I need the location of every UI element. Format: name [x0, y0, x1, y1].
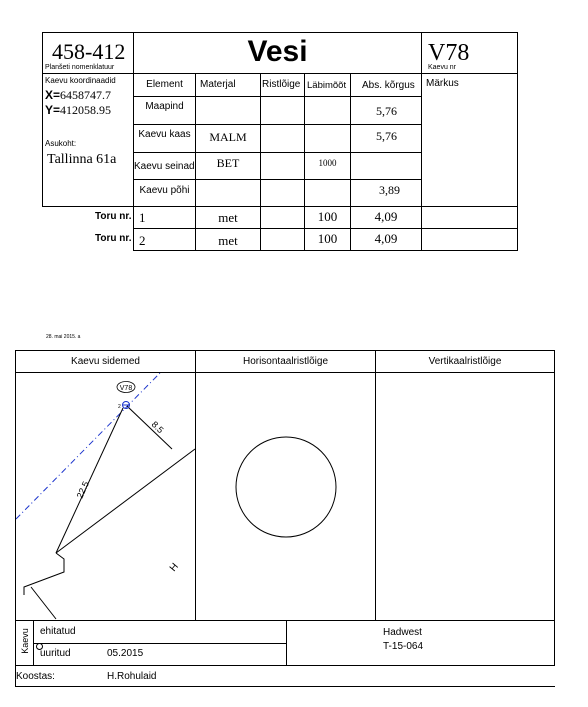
coord-x-value: 6458747.7	[60, 88, 112, 102]
coords-label: Kaevu koordinaadid	[45, 76, 116, 85]
pipe-height: 4,09	[374, 209, 398, 224]
remarks-label: Märkus	[426, 78, 459, 89]
row-element: Maapind	[145, 101, 184, 112]
col-height: Abs. kõrgus	[362, 80, 415, 91]
author-name: H.Rohulaid	[107, 671, 157, 682]
row-height: 5,76	[376, 104, 397, 118]
water-main-line	[16, 373, 160, 519]
card-title: Vesi	[247, 35, 308, 68]
row-element: Kaevu kaas	[138, 129, 191, 140]
coord-y	[45, 104, 111, 117]
row-height: 3,89	[379, 183, 400, 197]
row-element: Kaevu seinad	[134, 161, 195, 172]
pipe-no: 2	[139, 233, 146, 248]
row-height: 5,76	[376, 129, 397, 143]
nomenclature-code: 458-412	[52, 39, 126, 64]
col-element: Element	[146, 79, 183, 90]
sketch-header-vertical: Vertikaalristlõige	[428, 356, 502, 367]
pipe-material: met	[218, 210, 238, 225]
footer-side-label: Kaevu	[20, 628, 30, 654]
coord-y-label: Y=	[45, 103, 61, 117]
col-material: Materjal	[200, 79, 236, 90]
nomenclature-label: Planšeti nomenklatuur	[45, 64, 115, 71]
tie-long	[56, 408, 123, 553]
well-section-circle	[236, 437, 336, 537]
well-id-small: 2	[118, 404, 121, 410]
col-diameter: Läbimõõt	[307, 80, 347, 91]
pipe-label: Toru nr.	[95, 211, 132, 222]
row-material: BET	[216, 156, 240, 170]
horizontal-section-drawing	[196, 373, 375, 620]
coord-y-value: 412058.95	[60, 103, 112, 117]
coord-x	[45, 89, 111, 102]
sketch-header-links: Kaevu sidemed	[71, 356, 140, 367]
pipe-material: met	[218, 233, 238, 248]
location-label: Asukoht:	[45, 139, 77, 148]
row-material: MALM	[209, 130, 247, 144]
well-label: V78	[119, 385, 133, 392]
building-letter: H	[167, 561, 181, 574]
building-wall	[56, 449, 195, 553]
pipe-diameter: 100	[317, 209, 338, 224]
built-label: ehitatud	[40, 626, 76, 637]
dim-short: 8.5	[149, 419, 166, 436]
row-element: Kaevu põhi	[139, 185, 190, 196]
pipe-diameter: 100	[317, 231, 338, 246]
well-number: V78	[428, 40, 470, 66]
col-section: Ristlõige	[262, 79, 301, 90]
surveyed-date: 05.2015	[107, 648, 144, 659]
links-drawing	[16, 373, 195, 620]
row-diameter: 1000	[318, 158, 337, 168]
job-number: T-15-064	[383, 641, 424, 652]
author-label: Koostas:	[16, 671, 55, 682]
pipe-label: Toru nr.	[95, 233, 132, 244]
coord-x-label: X=	[45, 88, 61, 102]
location-value: Tallinna 61a	[47, 152, 117, 167]
surveyed-label: uuritud	[40, 648, 71, 659]
sketch-header-horizontal: Horisontaalristlõige	[242, 356, 329, 367]
well-number-label: Kaevu nr	[428, 64, 457, 71]
pipe-height: 4,09	[374, 231, 398, 246]
print-date: 28. mai 2015. a	[46, 334, 81, 340]
dim-long: 22.5	[74, 479, 91, 500]
building-outline	[24, 553, 64, 595]
building-hatch	[31, 587, 56, 619]
company-name: Hadwest	[383, 627, 422, 638]
pipe-no: 1	[139, 210, 146, 225]
